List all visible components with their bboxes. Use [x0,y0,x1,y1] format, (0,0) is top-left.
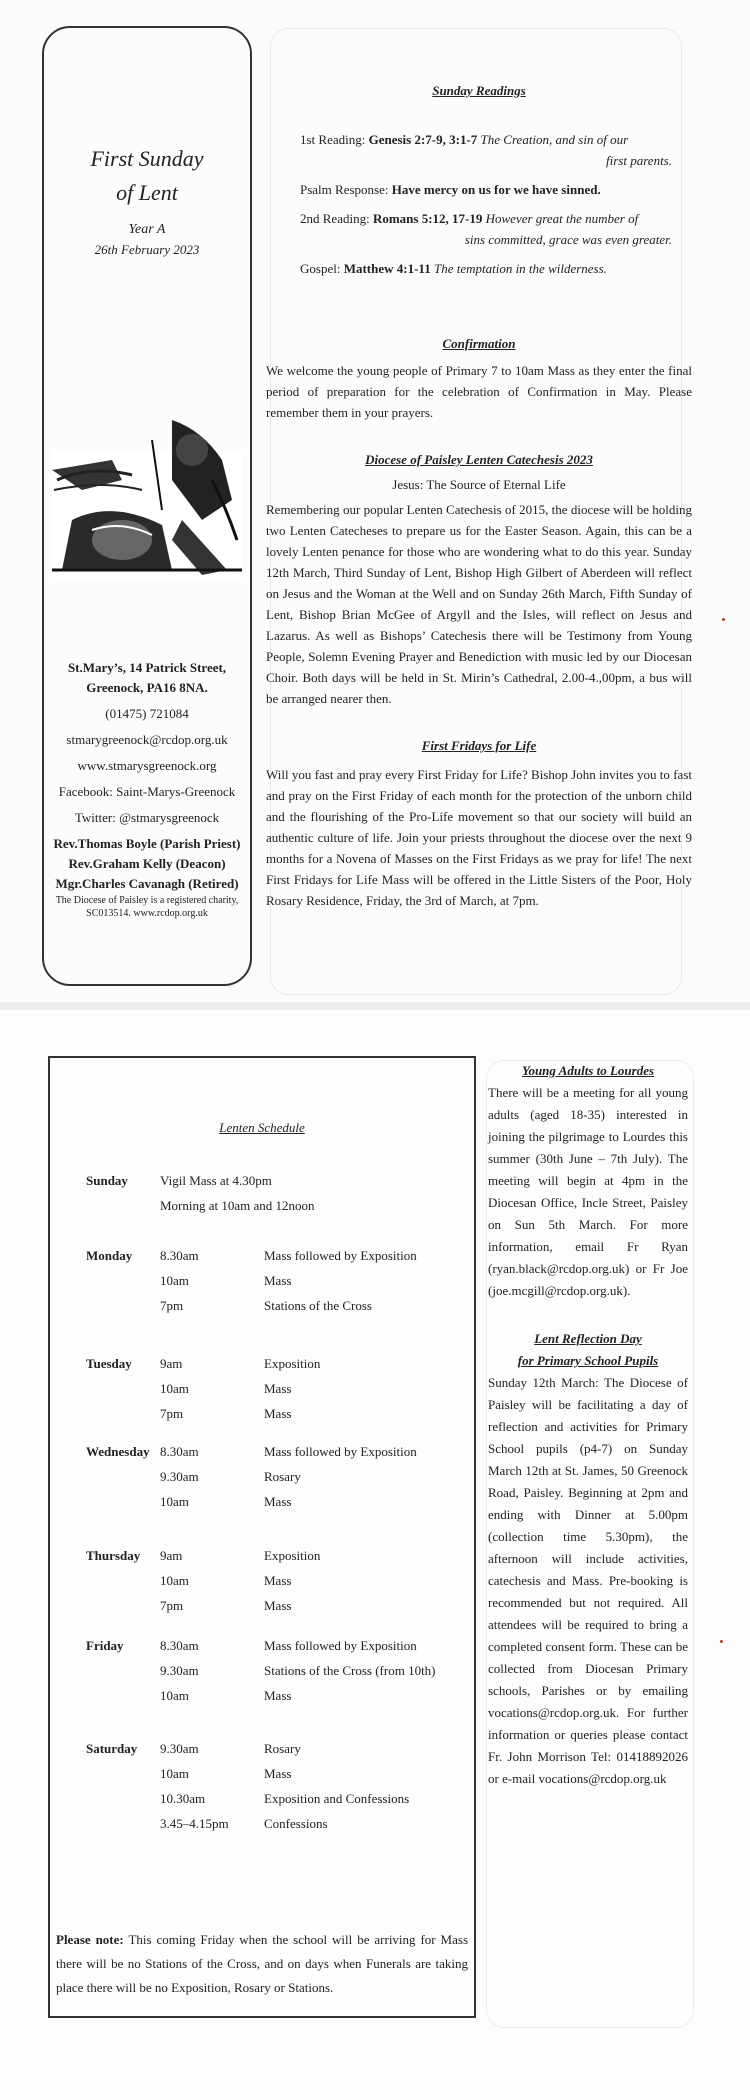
schedule-time: 9.30am [160,1663,199,1678]
schedule-activity: Confessions [264,1816,328,1831]
reading-2: 2nd Reading: Romans 5:12, 17-19 However great the number of sins committed, grace was even greater. [300,211,672,247]
address-line-2: Greenock, PA16 8NA. [86,680,208,695]
clergy-retired: Mgr.Charles Cavanagh (Retired) [55,876,239,891]
bulletin-date: 26th February 2023 [94,242,200,257]
readings-heading: Sunday Readings [432,83,526,98]
schedule-time: 7pm [160,1298,184,1313]
fridays-text: Will you fast and pray every First Friday for Life? Bishop John invites you to fast and pray on the First Friday of each month for the protection of the unborn child and the flourishing of the Pro-Life movement so that our society will build an authentic culture of life. Join your priests throughout the diocese over the next 9 months for a Novena of Masses on the First Fridays as we pray for life! The next First Fridays for Life Mass will be offered in the Little Sisters of the Poor, Holy Rosary Residence, Friday, the 3rd of March, at 7pm. [266,767,692,908]
title-line-1: First Sunday [90,146,204,171]
schedule-activity: Rosary [264,1741,301,1756]
schedule-activity: Mass followed by Exposition [264,1444,417,1459]
schedule-activity: Mass [264,1273,292,1288]
schedule-time: 7pm [160,1406,184,1421]
charity-notice: The Diocese of Paisley is a registered charity, SC013514. www.rcdop.org.uk [55,895,239,919]
address-line-1: St.Mary’s, 14 Patrick Street, [67,660,227,675]
schedule-activity: Exposition [264,1356,321,1371]
schedule-time: 10.30am [160,1791,206,1806]
gospel-reading: Gospel: Matthew 4:1-11 The temptation in the wilderness. [300,261,607,276]
reflection-heading-1: Lent Reflection Day [534,1331,642,1346]
fridays-heading: First Fridays for Life [421,738,537,753]
schedule-time: 10am [160,1688,189,1703]
email-address[interactable]: stmarygreenock@rcdop.org.uk [66,732,228,747]
schedule-activity: Stations of the Cross (from 10th) [264,1663,436,1678]
title-line-2: of Lent [116,180,178,205]
schedule-day: Friday [86,1638,124,1653]
schedule-time: Morning at 10am and 12noon [160,1198,315,1213]
schedule-time: 7pm [160,1598,184,1613]
schedule-activity: Mass [264,1381,292,1396]
schedule-time: 8.30am [160,1638,199,1653]
schedule-day: Thursday [86,1548,141,1563]
website-link[interactable]: www.stmarysgreenock.org [77,758,217,773]
clergy-parish-priest: Rev.Thomas Boyle (Parish Priest) [53,836,241,851]
confirmation-text: We welcome the young people of Primary 7 to 10am Mass as they enter the final period of preparation for the celebration of Confirmation in May. Please remember them in your prayers. [266,363,692,420]
liturgical-year: Year A [128,222,166,237]
reflection-heading-2: for Primary School Pupils [517,1353,659,1368]
schedule-time: Vigil Mass at 4.30pm [160,1173,272,1188]
ink-speck [722,618,725,621]
schedule-time: 3.45–4.15pm [160,1816,229,1831]
schedule-activity: Mass followed by Exposition [264,1248,417,1263]
phone-number: (01475) 721084 [105,706,189,721]
schedule-time: 8.30am [160,1248,199,1263]
schedule-activity: Stations of the Cross [264,1298,372,1313]
schedule-time: 9am [160,1356,183,1371]
schedule-activity: Mass followed by Exposition [264,1638,417,1653]
page-1-articles [266,80,692,911]
schedule-activity: Exposition [264,1548,321,1563]
schedule-time: 9.30am [160,1741,199,1756]
temptation-illustration-icon [52,420,242,580]
reflection-text: Sunday 12th March: The Diocese of Paisley will be facilitating a day of reflection and activities for Primary School pupils (p4-7) on Sunday March 12th at St. James, 50 Greenock Road, Paisley. Beginning at 2pm and ending with Dinner at 5.00pm (collection time 5.30pm), the afternoon will include activities, catechesis and Mass. Pre-booking is recommended but not required. All attendees will be required to bring a completed consent form. These can be collected from Diocesan Primary schools, Parishes or by emailing vocations@rcdop.org.uk. For further information or queries please contact Fr. John Morrison Tel: 01418892026 or e-mail vocations@rcdop.org.uk [488,1375,688,1786]
schedule-time: 10am [160,1766,189,1781]
schedule-day: Saturday [86,1741,138,1756]
page-separator [0,1002,750,1010]
lourdes-heading: Young Adults to Lourdes [521,1063,655,1078]
facebook-handle[interactable]: Facebook: Saint-Marys-Greenock [58,784,236,799]
schedule-activity: Exposition and Confessions [264,1791,410,1806]
clergy-deacon: Rev.Graham Kelly (Deacon) [68,856,226,871]
contact-block [48,658,246,920]
schedule-time: 10am [160,1573,189,1588]
parish-info-card [42,26,252,986]
catechesis-subheading: Jesus: The Source of Eternal Life [392,477,566,492]
schedule-activity: Mass [264,1598,292,1613]
schedule-activity: Mass [264,1766,292,1781]
schedule-activity: Mass [264,1688,292,1703]
bulletin-page-1 [0,0,750,1010]
schedule-time: 10am [160,1494,189,1509]
schedule-day: Sunday [86,1173,128,1188]
schedule-heading: Lenten Schedule [219,1120,305,1135]
schedule-activity: Mass [264,1573,292,1588]
catechesis-text: Remembering our popular Lenten Catechesis of 2015, the diocese will be holding two Lenten Catecheses to prepare us for the Easter Season. Again, this can be a lovely Lenten penance for those who are wondering what to do this year. Sunday 12th March, Third Sunday of Lent, Bishop High Gilbert of Aberdeen will reflect on Jesus and the Woman at the Well and on Sunday 26th March, Fifth Sunday of Lent, Bishop Brian McGee of Argyll and the Isles, will reflect on Jesus and Lazarus. As well as Bishops’ Catechesis there will be Testimony from Young People, Solemn Evening Prayer and Benediction with music led by our Diocesan Choir. Both days will be held in St. Mirin’s Cathedral, 2.00-4.,00pm, a bus will be arranged nearer then. [266,502,692,706]
schedule-time: 9.30am [160,1469,199,1484]
schedule-time: 10am [160,1381,189,1396]
schedule-day: Monday [86,1248,133,1263]
twitter-handle[interactable]: Twitter: @stmarysgreenock [74,810,220,825]
confirmation-heading: Confirmation [442,336,516,351]
catechesis-heading: Diocese of Paisley Lenten Catechesis 2023 [365,452,593,467]
schedule-time: 9am [160,1548,183,1563]
schedule-time: 10am [160,1273,189,1288]
schedule-day: Wednesday [86,1444,150,1459]
page-2-sidebar [488,1060,688,1790]
lenten-schedule-box [48,1056,476,2018]
reading-1: 1st Reading: Genesis 2:7-9, 3:1-7 The Creation, and sin of our first parents. [300,132,672,168]
psalm-response: Psalm Response: Have mercy on us for we have sinned. [300,182,601,197]
schedule-activity: Mass [264,1406,292,1421]
schedule-activity: Rosary [264,1469,301,1484]
schedule-day: Tuesday [86,1356,132,1371]
lourdes-text: There will be a meeting for all young adults (aged 18-35) interested in joining the pilgrimage to Lourdes this summer (30th June – 7th July). The meeting will begin at 4pm in the Diocesan Office, Incle Street, Paisley on Sun 5th March. For more information, email Fr Ryan (ryan.black@rcdop.org.uk) or Fr Joe (joe.mcgill@rcdop.org.uk). [488,1085,688,1298]
schedule-note: Please note: This coming Friday when the school will be arriving for Mass there will be no Stations of the Cross, and on days when Funerals are taking place there will be no Exposition, Rosary or Stations. [56,1932,469,1995]
schedule-time: 8.30am [160,1444,199,1459]
schedule-activity: Mass [264,1494,292,1509]
ink-speck-2 [720,1640,723,1643]
